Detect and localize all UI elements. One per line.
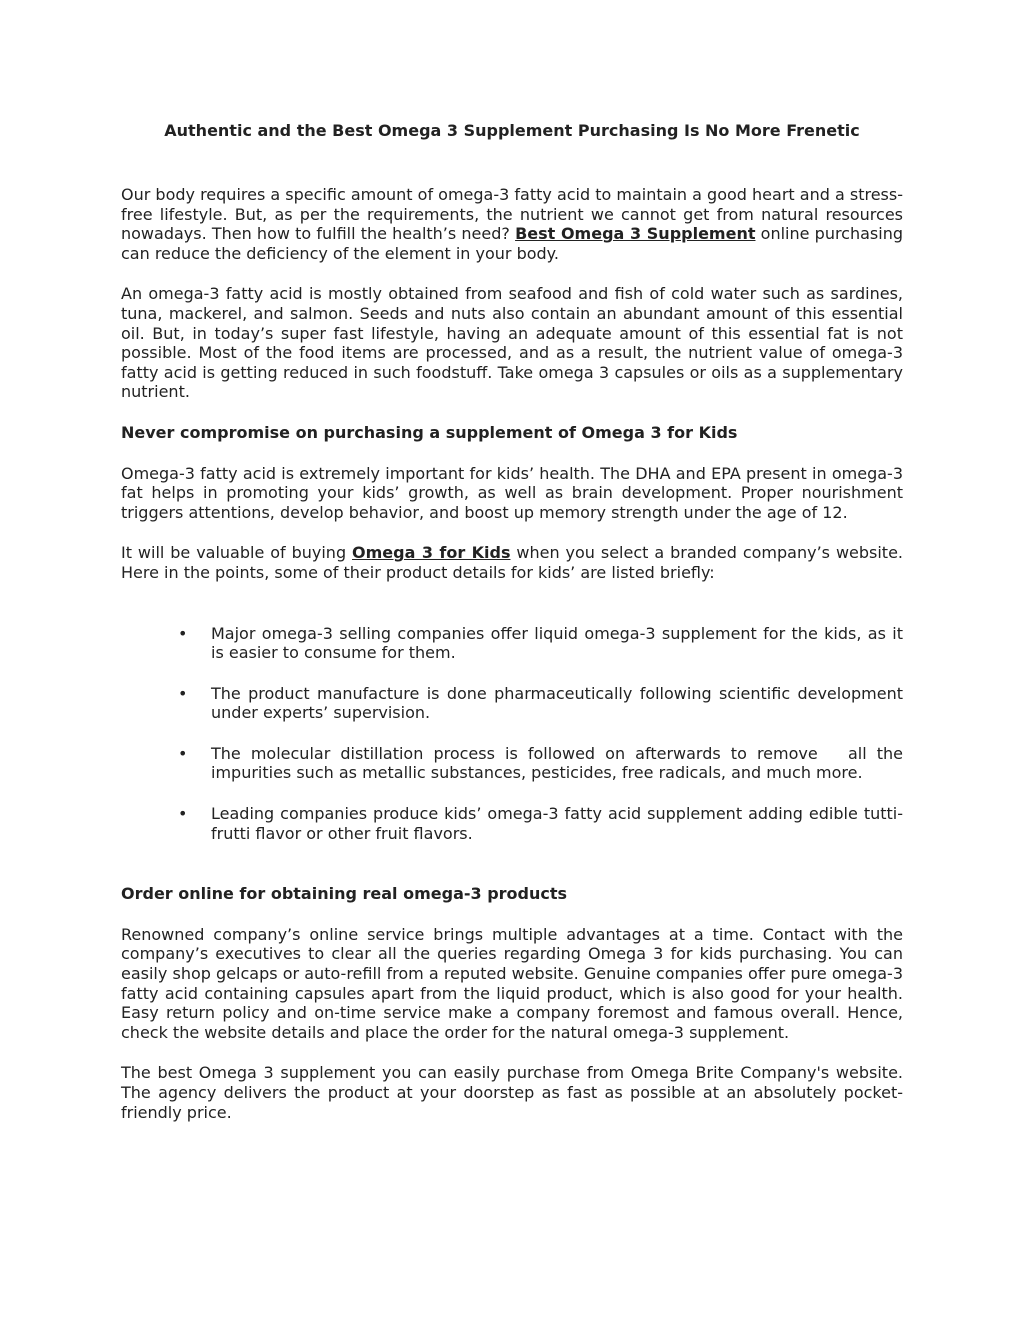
list-item xyxy=(121,684,903,723)
kids-text-after: when you select a branded company’s website. Here in the points, some of their product details for kids’ are listed briefly: xyxy=(121,543,904,582)
list-item xyxy=(121,804,903,843)
intro-text-before: Our body requires a specific amount of omega-3 fatty acid to maintain a good heart and a stress-free lifestyle. But, as per the requirements, the nutrient we cannot get from natural resources nowadays. Then how to fulfill the health’s need? xyxy=(121,185,903,244)
list-item-text: The product manufacture is done pharmaceutically following scientific development under experts’ supervision. xyxy=(211,683,903,723)
intro-paragraph xyxy=(121,185,903,263)
best-omega-3-supplement-link[interactable]: Best Omega 3 Supplement xyxy=(515,224,756,244)
list-item xyxy=(121,624,903,663)
intro-text-after: online purchasing can reduce the deficiency of the element in your body. xyxy=(121,224,904,263)
list-item xyxy=(121,743,909,783)
bullet-icon: • xyxy=(178,743,188,763)
kids-buying-paragraph xyxy=(121,543,903,582)
sources-paragraph: An omega-3 fatty acid is mostly obtained from seafood and fish of cold water such as sardines, tuna, mackerel, and salmon. Seeds and nuts also contain an abundant amount of this essential oil. But, in today’s super fast lifestyle, having an adequate amount of this essential fat is not possible. Most of the food items are processed, and as a result, the nutrient value of omega-3 fatty acid is getting reduced in such foodstuff. Take omega 3 capsules or oils as a supplementary nutrient. xyxy=(121,284,903,402)
bullet-icon: • xyxy=(178,804,188,824)
bullet-icon: • xyxy=(178,683,188,703)
closing-paragraph: The best Omega 3 supplement you can easily purchase from Omega Brite Company's website. The agency delivers the product at your doorstep as fast as possible at an absolutely pocket-friendly price. xyxy=(121,1063,903,1122)
list-item-text: Leading companies produce kids’ omega-3 fatty acid supplement adding edible tutti-frutti flavor or other fruit flavors. xyxy=(211,804,903,843)
list-item-text: Major omega-3 selling companies offer liquid omega-3 supplement for the kids, as it is easier to consume for them. xyxy=(211,623,903,663)
document-title: Authentic and the Best Omega 3 Supplement Purchasing Is No More Frenetic xyxy=(164,121,860,140)
list-item-text: The molecular distillation process is followed on afterwards to remove all the impurities such as metallic substances, pesticides, free radicals, and much more. xyxy=(211,743,909,783)
product-details-list xyxy=(121,623,909,844)
kids-importance-paragraph: Omega-3 fatty acid is extremely important for kids’ health. The DHA and EPA present in omega-3 fat helps in promoting your kids’ growth, as well as brain development. Proper nourishment triggers attentions, develop behavior, and boost up memory strength under the age of 12. xyxy=(121,463,903,522)
omega-3-for-kids-link[interactable]: Omega 3 for Kids xyxy=(352,543,511,563)
kids-section-heading: Never compromise on purchasing a supplement of Omega 3 for Kids xyxy=(121,422,738,442)
kids-text-before: It will be valuable of buying xyxy=(121,543,353,563)
order-paragraph: Renowned company’s online service brings multiple advantages at a time. Contact with the company’s executives to clear all the queries regarding Omega 3 for kids purchasing. You can easily shop gelcaps or auto-refill from a reputed website. Genuine companies offer pure omega-3 fatty acid containing capsules apart from the liquid product, which is also good for your health. Easy return policy and on-time service make a company foremost and famous overall. Hence, check the website details and place the order for the natural omega-3 supplement. xyxy=(121,924,903,1042)
order-section-heading: Order online for obtaining real omega-3 products xyxy=(121,884,568,904)
bullet-icon: • xyxy=(178,623,188,643)
document-body xyxy=(121,185,909,1122)
